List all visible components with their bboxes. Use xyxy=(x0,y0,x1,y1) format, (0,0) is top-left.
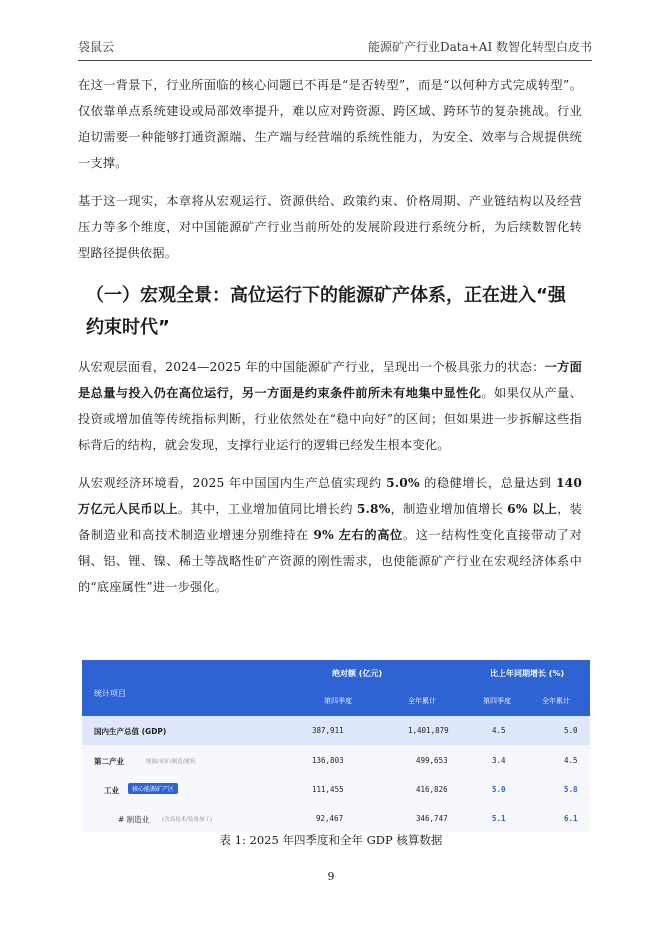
col-q4-growth: 第四季度 xyxy=(483,697,511,705)
p4-text-a: 从宏观经济环境看，2025 年中国国内生产总值实现约 xyxy=(78,476,387,490)
row-label: 第二产业 xyxy=(94,757,124,766)
row-note: (含高技术/装备加工) xyxy=(162,817,213,823)
header-divider xyxy=(78,60,592,61)
table-row xyxy=(82,804,590,832)
cell-growth-year: 6.1 xyxy=(564,814,578,823)
row-note: 能源/采矿/制造/建筑 xyxy=(146,759,196,765)
page-number: 9 xyxy=(327,870,335,883)
core-zone-badge: 核心能源矿产区 xyxy=(128,783,178,794)
p4-text-k: 。这一结构性变化直接带动了对铜、铝、锂、镍、稀土等战略性矿产资源的刚性需求，也使能源矿产行业在宏观经济体系中的“底座属性”进一步强化。 xyxy=(78,528,582,594)
cell-growth-q4: 3.4 xyxy=(492,756,506,765)
cell-q4: 111,455 xyxy=(312,785,344,794)
cell-growth-year: 5.8 xyxy=(564,785,578,794)
col-group-growth: 比上年同期增长 (%) xyxy=(490,669,565,678)
gdp-table xyxy=(82,660,590,832)
cell-q4: 387,911 xyxy=(312,726,344,735)
header-brand: 袋鼠云 xyxy=(78,40,115,54)
table-row xyxy=(82,775,590,804)
cell-year: 1,401,879 xyxy=(408,726,449,735)
cell-growth-q4: 4.5 xyxy=(492,726,506,735)
row-label: 国内生产总值 (GDP) xyxy=(94,727,167,736)
page-header xyxy=(78,38,592,62)
cell-q4: 136,803 xyxy=(312,756,344,765)
p4-bold-industry: 5.8% xyxy=(356,502,391,516)
p4-bold-hightech: 9% 左右的高位 xyxy=(313,528,403,542)
p3-text-c: 。如果仅从产量、投资或增加值等传统指标判断，行业依然处在“稳中向好”的区间；但如果进一步拆解这些指标背后的结构，就会发现，支撑行业运行的逻辑已经发生根本变化。 xyxy=(78,386,582,452)
cell-growth-year: 5.0 xyxy=(564,726,578,735)
page-body xyxy=(78,72,582,612)
row-label: # 制造业 xyxy=(118,815,150,824)
section-heading: （一）宏观全景：高位运行下的能源矿产体系，正在进入“强约束时代” xyxy=(86,285,566,338)
p4-bold-gdp-growth: 5.0% xyxy=(386,476,420,490)
header-doc-title: 能源矿产行业Data+AI 数智化转型白皮书 xyxy=(367,40,592,54)
col-group-absolute: 绝对额 (亿元) xyxy=(332,669,383,678)
row-label: 工业 xyxy=(104,786,119,795)
table-caption: 表 1: 2025 年四季度和全年 GDP 核算数据 xyxy=(219,833,443,847)
col-item-header: 统计项目 xyxy=(94,689,126,698)
table-row xyxy=(82,716,590,745)
cell-year: 499,653 xyxy=(416,756,448,765)
col-q4-abs: 第四季度 xyxy=(324,697,352,705)
p4-text-i: ，装备制造业和高技术制造业增速分别维持在 xyxy=(78,502,583,542)
table-header xyxy=(82,660,590,716)
p4-bold-gdp-total: 140 万亿元人民币以上 xyxy=(78,476,582,516)
paragraph-1: 在这一背景下，行业所面临的核心问题已不再是“是否转型”，而是“以何种方式完成转型”。仅依靠单点系统建设或局部效率提升，难以应对跨资源、跨区域、跨环节的复杂挑战。行业迫切需要一种能够打通资源端、生产端与经营端的系统性能力，为安全、效率与合规提供统一支撑。 xyxy=(78,78,582,170)
cell-growth-year: 4.5 xyxy=(564,756,578,765)
paragraph-4 xyxy=(78,470,582,600)
paragraph-2: 基于这一现实，本章将从宏观运行、资源供给、政策约束、价格周期、产业链结构以及经营压力等多个维度，对中国能源矿产行业当前所处的发展阶段进行系统分析，为后续数智化转型路径提供依据。 xyxy=(78,194,582,260)
cell-growth-q4: 5.1 xyxy=(492,814,506,823)
cell-growth-q4: 5.0 xyxy=(492,785,506,794)
col-year-growth: 全年累计 xyxy=(542,697,570,705)
p3-text-a: 从宏观层面看，2024—2025 年的中国能源矿产行业，呈现出一个极具张力的状态： xyxy=(78,360,545,374)
p4-text-e: 。其中，工业增加值同比增长约 xyxy=(177,502,357,516)
p3-bold: 一方面是总量与投入仍在高位运行，另一方面是约束条件前所未有地集中显性化 xyxy=(78,360,582,400)
cell-year: 346,747 xyxy=(416,814,448,823)
p4-text-c: 的稳健增长，总量达到 xyxy=(419,476,556,490)
col-year-abs: 全年累计 xyxy=(408,697,436,705)
cell-year: 416,826 xyxy=(416,785,448,794)
p4-text-g: ，制造业增加值增长 xyxy=(390,502,508,516)
cell-q4: 92,467 xyxy=(316,814,344,823)
paragraph-3 xyxy=(78,354,582,458)
table-row xyxy=(82,746,590,775)
p4-bold-manufacturing: 6% 以上 xyxy=(507,502,558,516)
